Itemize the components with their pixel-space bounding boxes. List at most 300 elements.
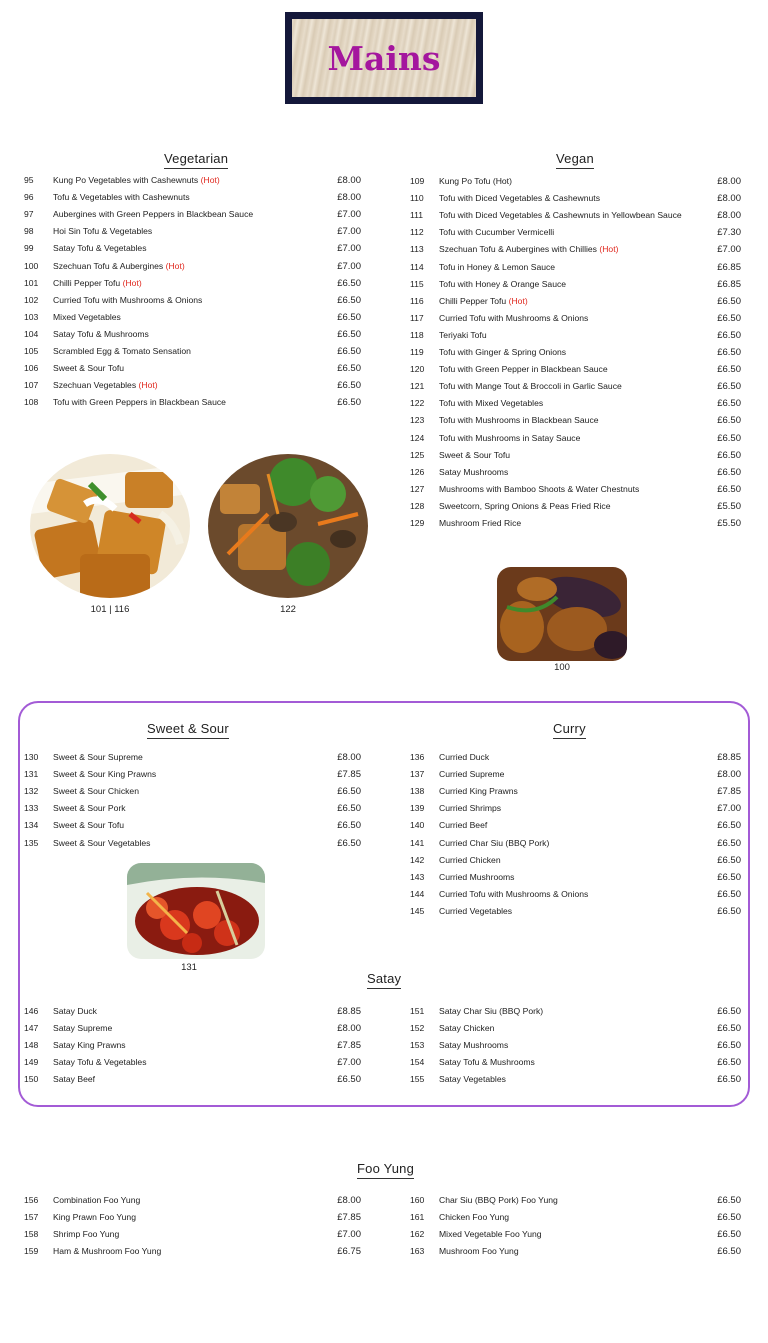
item-name xyxy=(53,1003,97,1020)
item-name xyxy=(53,1192,140,1209)
item-name xyxy=(439,835,549,852)
sweet-sour-heading: Sweet & Sour xyxy=(147,721,229,739)
item-number: 155 xyxy=(410,1074,425,1085)
item-name-text: Teriyaki Tofu xyxy=(439,329,487,340)
item-name-text: King Prawn Foo Yung xyxy=(53,1212,136,1223)
item-name xyxy=(439,293,528,310)
menu-item xyxy=(24,309,361,326)
item-number: 114 xyxy=(410,261,424,272)
item-number: 101 xyxy=(24,277,39,288)
menu-item xyxy=(24,360,361,377)
item-price: £6.50 xyxy=(717,466,741,478)
hot-label: (Hot) xyxy=(138,380,158,391)
sweet-sour-prawns-photo xyxy=(127,863,265,959)
item-price: £6.50 xyxy=(717,295,741,307)
item-name-text: Curried Chicken xyxy=(439,854,501,865)
item-number: 117 xyxy=(410,312,424,323)
item-name-text: Mixed Vegetables xyxy=(53,311,121,322)
item-number: 121 xyxy=(410,381,425,392)
item-price: £7.00 xyxy=(337,1229,361,1241)
menu-item xyxy=(24,1209,361,1226)
item-price: £7.30 xyxy=(717,227,741,239)
item-name-text: Combination Foo Yung xyxy=(53,1195,141,1205)
item-number: 133 xyxy=(24,803,39,814)
tofu-mixed-veg-photo xyxy=(208,454,368,598)
item-name xyxy=(439,1054,535,1071)
item-name-text: Tofu with Green Pepper in Blackbean Sauce xyxy=(439,364,608,375)
item-name xyxy=(53,377,158,394)
item-name xyxy=(439,430,580,447)
item-price: £8.00 xyxy=(337,192,361,204)
menu-item xyxy=(24,835,361,852)
item-name xyxy=(439,783,518,800)
item-number: 134 xyxy=(24,820,39,831)
menu-item xyxy=(410,481,741,498)
item-name-text: Sweet & Sour Tofu xyxy=(53,820,125,831)
item-number: 154 xyxy=(410,1057,425,1068)
item-name-text: Scrambled Egg & Tomato Sensation xyxy=(53,346,191,356)
item-price: £6.50 xyxy=(337,820,361,832)
item-number: 159 xyxy=(24,1246,39,1257)
item-price: £6.50 xyxy=(717,347,741,358)
item-name xyxy=(53,800,126,817)
item-name-text: Tofu with Honey & Orange Sauce xyxy=(439,278,567,289)
item-number: 163 xyxy=(410,1246,425,1257)
item-number: 161 xyxy=(410,1212,425,1223)
item-number: 104 xyxy=(24,328,39,339)
item-name xyxy=(53,1209,136,1226)
hot-label: (Hot) xyxy=(200,175,220,185)
menu-item xyxy=(410,327,741,344)
item-name-text: Sweet & Sour Vegetables xyxy=(53,837,151,848)
menu-item xyxy=(410,430,741,447)
item-name-text: Shrimp Foo Yung xyxy=(53,1229,120,1240)
menu-item xyxy=(24,1192,361,1209)
item-number: 97 xyxy=(24,209,34,220)
item-price: £7.00 xyxy=(337,226,361,238)
item-name xyxy=(439,869,514,886)
menu-item xyxy=(410,1071,741,1088)
item-number: 148 xyxy=(24,1040,39,1051)
item-number: 156 xyxy=(24,1195,39,1205)
item-price: £6.85 xyxy=(717,261,741,273)
item-number: 115 xyxy=(410,278,424,289)
item-number: 143 xyxy=(410,871,425,882)
menu-item xyxy=(24,1003,361,1020)
menu-item xyxy=(410,447,741,464)
item-price: £6.50 xyxy=(717,364,741,376)
item-number: 149 xyxy=(24,1057,39,1068)
item-name-text: Satay King Prawns xyxy=(53,1040,126,1051)
menu-item xyxy=(410,852,741,869)
menu-item xyxy=(24,800,361,817)
item-price: £8.00 xyxy=(337,175,361,186)
item-name-text: Mixed Vegetable Foo Yung xyxy=(439,1229,542,1240)
hot-label: (Hot) xyxy=(508,295,528,306)
item-number: 120 xyxy=(410,364,425,375)
item-name xyxy=(439,464,508,481)
menu-item xyxy=(410,259,741,276)
item-name xyxy=(439,817,487,834)
item-name-text: Aubergines with Green Peppers in Blackbean Sauce xyxy=(53,209,254,220)
item-name-text: Curried Char Siu (BBQ Pork) xyxy=(439,837,550,848)
item-name xyxy=(53,766,156,783)
item-name-text: Mushroom Fried Rice xyxy=(439,518,522,528)
menu-item xyxy=(24,292,361,309)
item-name xyxy=(439,241,618,258)
item-name-text: Satay Beef xyxy=(53,1074,96,1085)
item-number: 142 xyxy=(410,854,425,865)
item-name-text: Curried Tofu with Mushrooms & Onions xyxy=(439,312,589,323)
item-price: £6.50 xyxy=(337,277,361,289)
item-name xyxy=(439,852,501,869)
item-name-text: Tofu with Cucumber Vermicelli xyxy=(439,227,555,238)
item-name-text: Sweet & Sour Supreme xyxy=(53,752,143,762)
menu-item xyxy=(410,207,741,224)
aubergine-photo-caption: 100 xyxy=(554,662,570,673)
menu-item xyxy=(410,766,741,783)
item-name xyxy=(439,1020,494,1037)
banner-wood-panel xyxy=(292,19,476,97)
hot-label: (Hot) xyxy=(165,260,185,271)
item-name xyxy=(53,783,139,800)
item-name-text: Satay Vegetables xyxy=(439,1074,506,1085)
item-price: £7.85 xyxy=(337,769,361,781)
item-name-text: Satay Tofu & Vegetables xyxy=(53,1057,147,1068)
veg-photo-caption: 122 xyxy=(280,604,296,615)
item-price: £6.85 xyxy=(717,278,741,290)
item-name xyxy=(439,207,682,224)
menu-item xyxy=(410,241,741,258)
item-name xyxy=(53,326,149,343)
item-name xyxy=(53,749,143,766)
item-name-text: Ham & Mushroom Foo Yung xyxy=(53,1246,162,1257)
menu-item xyxy=(24,766,361,783)
item-name xyxy=(439,395,543,412)
menu-item xyxy=(410,173,741,190)
menu-item xyxy=(24,343,361,360)
item-name xyxy=(439,310,588,327)
item-name xyxy=(439,1243,519,1260)
item-name xyxy=(53,394,226,411)
item-price: £8.00 xyxy=(717,176,741,187)
item-price: £6.50 xyxy=(717,1195,741,1206)
item-name-text: Tofu with Mixed Vegetables xyxy=(439,398,544,409)
item-number: 106 xyxy=(24,363,39,374)
item-name xyxy=(439,447,510,464)
item-name xyxy=(439,361,608,378)
item-number: 140 xyxy=(410,820,425,831)
item-name xyxy=(439,1226,542,1243)
item-name-text: Mushroom Foo Yung xyxy=(439,1246,519,1257)
item-name xyxy=(439,224,554,241)
item-price: £6.50 xyxy=(717,432,741,444)
item-name xyxy=(439,259,555,276)
menu-item xyxy=(24,1020,361,1037)
hot-label: (Hot) xyxy=(599,244,619,255)
item-price: £6.50 xyxy=(337,397,361,409)
item-name xyxy=(53,292,202,309)
item-number: 130 xyxy=(24,752,39,762)
menu-item xyxy=(410,293,741,310)
menu-item xyxy=(410,498,741,515)
vegan-heading: Vegan xyxy=(556,151,594,169)
item-price: £6.50 xyxy=(337,380,361,392)
item-name-text: Sweet & Sour Tofu xyxy=(53,363,125,374)
item-price: £6.50 xyxy=(337,786,361,798)
sweet-sour-photo-caption: 131 xyxy=(181,962,197,973)
item-number: 141 xyxy=(410,837,425,848)
menu-item xyxy=(24,1243,361,1260)
item-number: 125 xyxy=(410,449,425,460)
menu-item xyxy=(410,1243,741,1260)
item-price: £6.50 xyxy=(337,837,361,849)
crispy-tofu-photo xyxy=(30,454,190,598)
item-price: £6.50 xyxy=(717,1212,741,1224)
foo-yung-heading: Foo Yung xyxy=(357,1161,414,1179)
menu-item xyxy=(410,783,741,800)
item-number: 144 xyxy=(410,888,425,899)
page-title: Mains xyxy=(327,38,441,78)
menu-item xyxy=(24,223,361,240)
item-number: 108 xyxy=(24,397,39,408)
item-number: 112 xyxy=(410,227,424,238)
item-name-text: Char Siu (BBQ Pork) Foo Yung xyxy=(439,1195,558,1205)
menu-item xyxy=(410,886,741,903)
item-price: £6.50 xyxy=(717,1040,741,1052)
menu-item xyxy=(410,310,741,327)
menu-item xyxy=(410,378,741,395)
item-name xyxy=(53,343,191,360)
item-name-text: Curried Supreme xyxy=(439,769,505,780)
menu-item xyxy=(24,1071,361,1088)
item-name-text: Curried Tofu with Mushrooms & Onions xyxy=(439,888,589,899)
item-name xyxy=(439,1192,558,1209)
item-name-text: Satay Supreme xyxy=(53,1023,113,1034)
item-name xyxy=(53,258,185,275)
item-price: £6.50 xyxy=(717,449,741,461)
item-price: £6.50 xyxy=(717,1246,741,1258)
item-name xyxy=(439,1071,506,1088)
item-name xyxy=(439,1003,543,1020)
item-name-text: Mushrooms with Bamboo Shoots & Water Chestnuts xyxy=(439,483,640,494)
item-name xyxy=(439,327,487,344)
item-number: 127 xyxy=(410,483,425,494)
menu-item xyxy=(24,377,361,394)
menu-item xyxy=(24,172,361,189)
item-price: £6.50 xyxy=(717,854,741,866)
menu-item xyxy=(410,412,741,429)
menu-item xyxy=(410,835,741,852)
item-price: £6.50 xyxy=(337,363,361,375)
hot-label: (Hot) xyxy=(122,277,142,288)
item-name-text: Curried Duck xyxy=(439,752,490,762)
item-number: 102 xyxy=(24,294,39,305)
item-name-text: Kung Po Tofu (Hot) xyxy=(439,176,512,186)
item-price: £7.85 xyxy=(717,786,741,798)
item-number: 118 xyxy=(410,329,424,340)
item-price: £6.50 xyxy=(337,346,361,357)
item-name xyxy=(439,749,489,766)
tofu-photo-caption: 101 | 116 xyxy=(90,604,130,615)
crispy-tofu-image xyxy=(30,454,190,598)
item-price: £6.50 xyxy=(337,803,361,815)
item-name-text: Tofu with Mange Tout & Broccoli in Garlic Sauce xyxy=(439,381,622,392)
item-name xyxy=(439,344,566,361)
item-name xyxy=(439,766,504,783)
item-name-text: Tofu with Mushrooms in Satay Sauce xyxy=(439,432,581,443)
item-name xyxy=(439,481,639,498)
item-name-text: Hoi Sin Tofu & Vegetables xyxy=(53,226,153,237)
item-price: £5.50 xyxy=(717,518,741,529)
item-number: 111 xyxy=(410,210,424,221)
vegetarian-heading: Vegetarian xyxy=(164,151,228,169)
item-name-text: Sweet & Sour Pork xyxy=(53,803,126,814)
item-name xyxy=(53,1226,119,1243)
menu-item xyxy=(410,817,741,834)
item-name xyxy=(439,515,521,532)
item-number: 162 xyxy=(410,1229,425,1240)
item-number: 128 xyxy=(410,500,425,511)
menu-item xyxy=(410,395,741,412)
item-name-text: Curried Mushrooms xyxy=(439,871,515,882)
item-name xyxy=(439,378,622,395)
menu-item xyxy=(410,276,741,293)
item-number: 131 xyxy=(24,769,39,780)
item-price: £6.50 xyxy=(717,871,741,883)
item-number: 100 xyxy=(24,260,39,271)
item-price: £8.00 xyxy=(717,210,741,222)
item-price: £7.85 xyxy=(337,1212,361,1224)
curry-heading: Curry xyxy=(553,721,586,739)
item-name-text: Satay Mushrooms xyxy=(439,1040,509,1051)
menu-item xyxy=(24,189,361,206)
item-number: 136 xyxy=(410,752,425,762)
item-number: 123 xyxy=(410,415,425,426)
menu-item xyxy=(24,240,361,257)
item-name-text: Satay Mushrooms xyxy=(439,466,509,477)
menu-item xyxy=(24,1037,361,1054)
menu-item xyxy=(410,749,741,766)
item-price: £6.50 xyxy=(337,294,361,306)
menu-item xyxy=(24,258,361,275)
item-name-text: Szechuan Vegetables xyxy=(53,380,137,391)
item-name-text: Chilli Pepper Tofu xyxy=(53,277,121,288)
szechuan-aubergine-image xyxy=(497,567,627,661)
item-price: £6.50 xyxy=(717,837,741,849)
item-name-text: Tofu with Mushrooms in Blackbean Sauce xyxy=(439,415,599,426)
menu-item xyxy=(410,1192,741,1209)
item-price: £5.50 xyxy=(717,500,741,512)
menu-item xyxy=(410,1003,741,1020)
item-price: £6.50 xyxy=(337,1074,361,1086)
item-name-text: Satay Tofu & Mushrooms xyxy=(53,328,149,339)
menu-item xyxy=(24,394,361,411)
item-number: 110 xyxy=(410,193,424,204)
item-number: 151 xyxy=(410,1006,425,1016)
menu-item xyxy=(410,515,741,532)
item-name xyxy=(53,223,152,240)
item-number: 150 xyxy=(24,1074,39,1085)
item-number: 146 xyxy=(24,1006,39,1016)
item-price: £6.50 xyxy=(337,311,361,323)
item-name xyxy=(53,1020,112,1037)
item-name-text: Satay Duck xyxy=(53,1006,97,1016)
item-name xyxy=(53,360,124,377)
menu-item xyxy=(410,1226,741,1243)
item-price: £6.50 xyxy=(717,415,741,427)
item-number: 135 xyxy=(24,837,39,848)
item-number: 129 xyxy=(410,518,425,528)
menu-item xyxy=(410,903,741,920)
item-name-text: Sweet & Sour Chicken xyxy=(53,786,139,797)
item-name-text: Chicken Foo Yung xyxy=(439,1212,510,1223)
item-name-text: Curried King Prawns xyxy=(439,786,518,797)
menu-item xyxy=(24,1226,361,1243)
menu-item xyxy=(24,783,361,800)
item-price: £7.00 xyxy=(337,1057,361,1069)
item-name xyxy=(439,886,588,903)
item-price: £8.00 xyxy=(717,769,741,781)
item-number: 119 xyxy=(410,347,424,357)
item-name-text: Satay Tofu & Mushrooms xyxy=(439,1057,535,1068)
item-name xyxy=(53,1243,161,1260)
item-number: 96 xyxy=(24,192,34,203)
item-name-text: Satay Chicken xyxy=(439,1023,495,1034)
item-name xyxy=(53,309,121,326)
menu-item xyxy=(24,1054,361,1071)
item-name-text: Satay Char Siu (BBQ Pork) xyxy=(439,1006,544,1016)
item-number: 116 xyxy=(410,295,424,306)
item-number: 103 xyxy=(24,311,39,322)
item-price: £6.50 xyxy=(717,483,741,495)
mains-banner xyxy=(285,12,483,104)
item-name-text: Tofu & Vegetables with Cashewnuts xyxy=(53,192,190,203)
menu-item xyxy=(410,1054,741,1071)
item-name xyxy=(439,903,512,920)
item-price: £6.50 xyxy=(717,381,741,393)
item-name-text: Curried Vegetables xyxy=(439,905,513,916)
item-price: £8.00 xyxy=(337,1023,361,1035)
item-price: £7.00 xyxy=(337,260,361,272)
item-number: 122 xyxy=(410,398,425,409)
item-number: 98 xyxy=(24,226,34,237)
item-name-text: Satay Tofu & Vegetables xyxy=(53,243,147,254)
item-number: 99 xyxy=(24,243,34,254)
item-name xyxy=(53,1037,126,1054)
item-price: £6.50 xyxy=(717,1229,741,1241)
item-number: 145 xyxy=(410,905,425,916)
item-name xyxy=(439,276,566,293)
item-number: 153 xyxy=(410,1040,425,1051)
item-price: £6.50 xyxy=(717,312,741,324)
satay-heading: Satay xyxy=(367,971,401,989)
menu-item xyxy=(410,1037,741,1054)
item-price: £6.50 xyxy=(717,905,741,917)
item-number: 147 xyxy=(24,1023,39,1034)
item-name-text: Chilli Pepper Tofu xyxy=(439,295,507,306)
item-name-text: Tofu with Green Peppers in Blackbean Sauce xyxy=(53,397,226,408)
item-name xyxy=(439,1209,509,1226)
menu-item xyxy=(410,1020,741,1037)
item-name xyxy=(53,275,142,292)
menu-item xyxy=(24,206,361,223)
item-name-text: Tofu in Honey & Lemon Sauce xyxy=(439,261,556,272)
item-name xyxy=(53,189,190,206)
item-name-text: Szechuan Tofu & Aubergines with Chillies xyxy=(439,244,597,255)
menu-item xyxy=(410,1209,741,1226)
menu-item xyxy=(410,869,741,886)
